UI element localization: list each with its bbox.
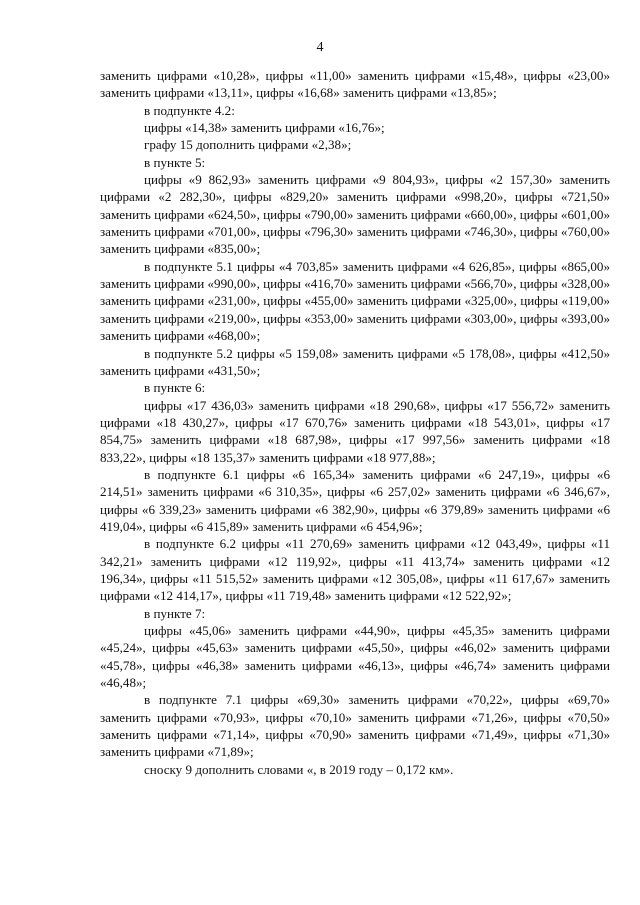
paragraph-item-7-digits: цифры «45,06» заменить цифрами «44,90», цифры «45,35» заменить цифрами «45,24», цифры «45,63» заменить цифрами «45,50», цифры «46,02» заменить цифрами «45,78», цифры «46,38» заменить цифрами «46,13», цифры «46,74» заменить цифрами «46,48»; — [100, 623, 610, 691]
document-body — [100, 67, 610, 778]
paragraph-item-6-digits: цифры «17 436,03» заменить цифрами «18 290,68», цифры «17 556,72» заменить цифрами «18 430,27», цифры «17 670,76» заменить цифрами «18 543,01», цифры «17 854,75» заменить цифрами «18 687,98», цифры «17 997,56» заменить цифрами «18 833,22», цифры «18 135,37» заменить цифрами «18 977,88»; — [100, 397, 610, 465]
paragraph-subitem-4-2-heading: в подпункте 4.2: — [144, 102, 235, 118]
paragraph-subitem-5-1: в подпункте 5.1 цифры «4 703,85» заменить цифрами «4 626,85», цифры «865,00» заменить цифрами «990,00», цифры «416,70» заменить цифрами «566,70», цифры «328,00» заменить цифрами «231,00», цифры «455,00» заменить цифрами «325,00», цифры «119,00» заменить цифрами «219,00», цифры «353,00» заменить цифрами «303,00», цифры «393,00» заменить цифрами «468,00»; — [100, 258, 610, 344]
page-number: 4 — [316, 40, 324, 55]
paragraph-subitem-6-2: в подпункте 6.2 цифры «11 270,69» заменить цифрами «12 043,49», цифры «11 342,21» заменить цифрами «12 119,92», цифры «11 413,74» заменить цифрами «12 196,34», цифры «11 515,52» заменить цифрами «12 305,08», цифры «11 617,67» заменить цифрами «12 414,17», цифры «11 719,48» заменить цифрами «12 522,92»; — [100, 536, 610, 604]
paragraph-item-5-digits: цифры «9 862,93» заменить цифрами «9 804,93», цифры «2 157,30» заменить цифрами «2 282,30», цифры «829,20» заменить цифрами «998,20», цифры «721,50» заменить цифрами «624,50», цифры «790,00» заменить цифрами «660,00», цифры «601,00» заменить цифрами «701,00», цифры «796,30» заменить цифрами «746,30», цифры «760,00» заменить цифрами «835,00»; — [100, 172, 610, 257]
paragraph-subitem-5-2: в подпункте 5.2 цифры «5 159,08» заменить цифрами «5 178,08», цифры «412,50» заменить цифрами «431,50»; — [100, 345, 610, 378]
paragraph-item-7-heading: в пункте 7: — [144, 605, 206, 621]
paragraph-item-5-heading: в пункте 5: — [144, 154, 206, 170]
paragraph-item-6-heading: в пункте 6: — [144, 380, 206, 396]
paragraph-continuation: заменить цифрами «10,28», цифры «11,00» заменить цифрами «15,48», цифры «23,00» заменить цифрами «13,11», цифры «16,68» заменить цифрами «13,85»; — [100, 68, 610, 101]
paragraph-subitem-4-2-digits: цифры «14,38» заменить цифрами «16,76»; — [144, 120, 385, 136]
paragraph-subitem-7-1: в подпункте 7.1 цифры «69,30» заменить цифрами «70,22», цифры «69,70» заменить цифрами «70,93», цифры «70,10» заменить цифрами «71,26», цифры «70,50» заменить цифрами «71,14», цифры «70,90» заменить цифрами «71,49», цифры «71,30» заменить цифрами «71,89»; — [100, 692, 610, 760]
paragraph-footnote-9: сноску 9 дополнить словами «, в 2019 году – 0,172 км». — [144, 761, 454, 777]
paragraph-subitem-6-1: в подпункте 6.1 цифры «6 165,34» заменить цифрами «6 247,19», цифры «6 214,51» заменить цифрами «6 310,35», цифры «6 257,02» заменить цифрами «6 346,67», цифры «6 339,23» заменить цифрами «6 382,90», цифры «6 379,89» заменить цифрами «6 419,04», цифры «6 415,89» заменить цифрами «6 454,96»; — [100, 466, 610, 534]
paragraph-column-15: графу 15 дополнить цифрами «2,38»; — [144, 137, 352, 153]
